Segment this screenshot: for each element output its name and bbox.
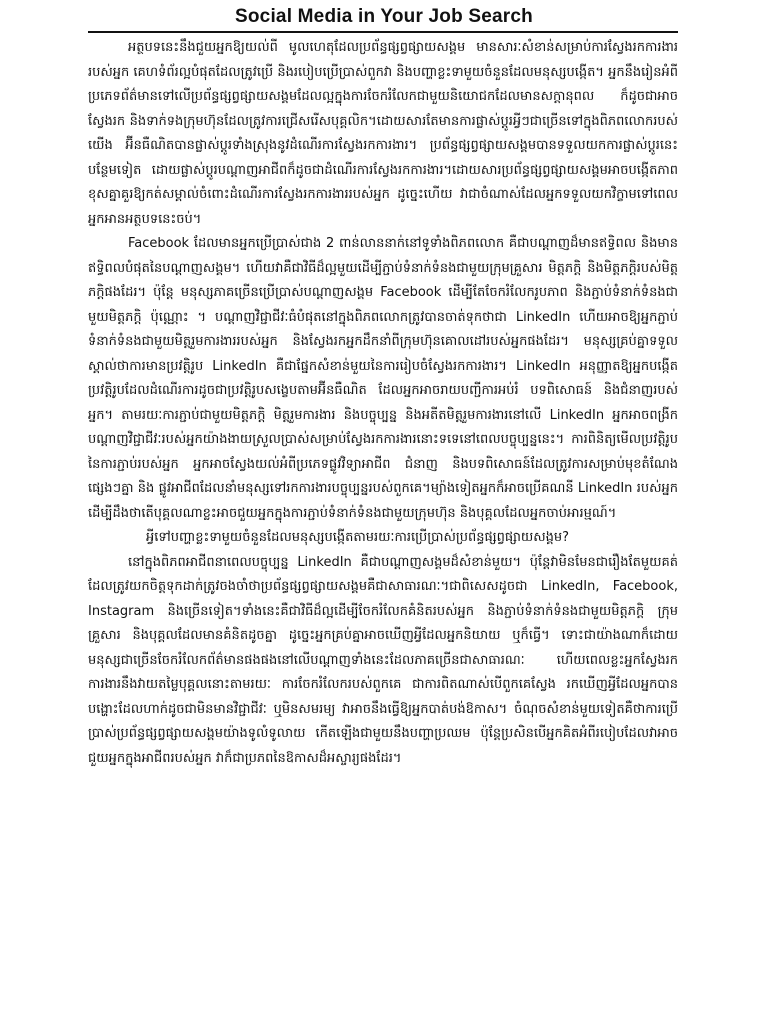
intro-paragraph: អត្ថបទនេះនឹងជួយអ្នកឱ្យយល់ពី មូលហេតុដែលប្រព័ន្ធផ្សព្វផ្សាយសង្គម មានសារៈសំខាន់សម្រាប់ការស្វែងរកការងាររបស់អ្នក គេហទំព័រល្អបំផុតដែលត្រូវប្រើ និងរបៀបប្រើប្រាស់ពួកវា និងបញ្ហាខ្លះទាមួយចំនួនដែលមនុស្សបង្កើត។ អ្នកនឹងរៀនអំពីប្រភេទព័ត៌មានទៅលើប្រព័ន្ធផ្សព្វផ្សាយសង្គមដែលល្អក្នុងការចែករំលែកជាមួយនិយោជកដែលមានសក្តានុពល ក៏ដូចជាអាចស្វែងរក និងទាក់ទងក្រុមហ៊ុនដែលត្រូវការជ្រើសរើសបុគ្គលិក។ដោយសារតែមានការផ្លាស់ប្តូរអ្វីៗជាច្រើនទៅក្នុងពិភពលោករបស់យើង អ៊ីនធឺណិតបានផ្លាស់ប្តូរទាំងស្រុងនូវដំណើរការស្វែងរកការងារ។ ប្រព័ន្ធផ្សព្វផ្សាយសង្គមបានទទួលយកការផ្លាស់ប្តូរនេះបន្ថែមទៀត ដោយផ្លាស់ប្តូរបណ្តាញអាជីពក៏ដូចជាដំណើរការស្វែងរកការងារ។ដោយសារប្រព័ន្ធផ្សព្វផ្សាយសង្គមអាចបង្កើតភាពខុសគ្នាគួរឱ្យកត់សម្គាល់ចំពោះដំណើរការស្វែងរកការងាររបស់អ្នក ដូច្នេះហើយ វាជាចំណាស់ដែលអ្នកទទួលយកវិក្ខាមទៅពេលអ្នកអានអត្ថបទនេះចប់។ (88, 40, 678, 227)
document-title: Social Media in Your Job Search (235, 6, 533, 27)
facebook-linkedin-paragraph: Facebook ដែលមានអ្នកប្រើប្រាស់ជាង 2 ពាន់លាននាក់នៅទូទាំងពិភពលោក គឺជាបណ្តាញដ៏មានឥទ្ធិពល និងមានឥទ្ធិពលបំផុតនៃបណ្តាញសង្គម។ ហើយវាគឺជាវិធីដ៏ល្អមួយដើម្បីភ្ជាប់ទំនាក់ទំនងជាមួយក្រុមគ្រួសារ មិត្តភក្តិ និងមិត្តភក្តិរបស់មិត្តភក្តិផងដែរ។ ប៉ុន្តែ មនុស្សភាគច្រើនប្រើប្រាស់បណ្តាញសង្គម Facebook ដើម្បីតែចែករំលែករូបភាព និងភ្ជាប់ទំនាក់ទំនងជាមួយមិត្តភក្តិ ប៉ុណ្ណោះ ។ បណ្តាញវិជ្ជាជីវៈធំបំផុតនៅក្នុងពិភពលោកត្រូវបានចាត់ទុកថាជា LinkedIn ហើយអាចឱ្យអ្នកភ្ជាប់ទំនាក់ទំនងជាមួយមិត្តរួមការងាររបស់អ្នក និងស្វែងរកអ្នកដឹកនាំពីក្រុមហ៊ុនគោលដៅរបស់អ្នកផងដែរ។ មនុស្សគ្រប់គ្នាទទួល ស្គាល់ថាការមានប្រវត្តិរូប LinkedIn គឺជាផ្នែកសំខាន់មួយនៃការរៀបចំស្វែងរកការងារ។ LinkedIn អនុញ្ញាតឱ្យអ្នកបង្កើតប្រវត្តិរូបដែលដំណើរការដូចជាប្រវត្តិរូបសង្ខេបតាមអ៊ីនធឺណិត ដែលអ្នកអាចរាយបញ្ជីការអប់រំ បទពិសោធន៍ និងជំនាញរបស់អ្នក។ តាមរយៈការភ្ជាប់ជាមួយមិត្តភក្តិ មិត្តរួមការងារ និងបច្ចុប្បន្ន និងអតីតមិត្តរួមការងារនៅលើ LinkedIn អ្នកអាចពង្រីកបណ្តាញវិជ្ជាជីវៈរបស់អ្នកយ៉ាងងាយស្រួលប្រាស់សម្រាប់ស្វែងរកការងារនោះទទេនៅពេលបច្ចុប្បន្ននេះ។ ការពិនិត្យមើលប្រវត្តិរូបនៃការភ្ជាប់របស់អ្នក អ្នកអាចស្វែងយល់អំពីប្រភេទផ្លូវវិទ្យាអាជីព ជំនាញ និងបទពិសោធន៍ដែលត្រូវការសម្រាប់មុខតំណែងផ្សេងៗគ្នា និង ផ្លូវអាជីពដែលនាំមនុស្សទៅរកការងារបច្ចុប្បន្នរបស់ពួកគេ។ម្យ៉ាងទៀតអ្នកក៏អាចប្រើគណនី LinkedIn របស់អ្នកដើម្បីដឹងថាតើបុគ្គលណាខ្លះអាចជួយអ្នកក្នុងការភ្ជាប់ទំនាក់ទំនងជាមួយក្រុមហ៊ុន និងបុគ្គលដែលអ្នកចាប់អារម្មណ៍។ (88, 236, 678, 521)
closing-paragraph: នៅក្នុងពិភពអាជីពនាពេលបច្ចុប្បន្ន LinkedIn គឺជាបណ្តាញសង្គមដ៏សំខាន់មួយ។ ប៉ុន្តែវាមិនមែនជារឿងតែមួយគត់ដែលត្រូវយកចិត្តទុកដាក់ត្រូវចងចាំថាប្រព័ន្ធផ្សព្វផ្សាយសង្គមគឺជាសាធារណៈ។ជាពិសេសដូចជា LinkedIn, Facebook, Instagram និងច្រើនទៀត។ទាំងនេះគឺជាវិធីដ៏ល្អដើម្បីចែករំលែកគំនិតរបស់អ្នក និងភ្ជាប់ទំនាក់ទំនងជាមួយមិត្តភក្តិ ក្រុមគ្រួសារ និងបុគ្គលដែលមានគំនិតដូចគ្នា ដូច្នេះអ្នកគ្រប់គ្នាអាចឃើញអ្វីដែលអ្នកនិយាយ ឬក៏ធ្វើ។ ទោះជាយ៉ាងណាក៏ដោយ មនុស្សជាច្រើនចែករំលែកព័ត៌មានផងផងនៅលើបណ្តាញទាំងនេះដែលភាគច្រើនជាសាធារណៈ ហើយពេលខ្លះអ្នកស្វែងរកការងារនឹងវាយតម្លៃបុគ្គលនោះតាមរយៈ ការចែករំលែករបស់ពួកគេ ជាការពិតណាស់បើពួកគេស្វែង រកឃើញអ្វីដែលអ្នកបានបង្ហោះដែលហាក់ដូចជាមិនមានវិជ្ជាជីវៈ ឬមិនសមរម្យ វាអាចនឹងធ្វើឱ្យអ្នកបាត់បង់ឱកាស។ ចំណុចសំខាន់មួយទៀតគឺថាការប្រើប្រាស់ប្រព័ន្ធផ្សព្វផ្សាយសង្គមយ៉ាងទូលំទូលាយ កើតឡើងជាមួយនឹងបញ្ហាប្រឈម ប៉ុន្តែប្រសិនបើអ្នកគិតអំពីរបៀបដែលវាអាចជួយអ្នកក្នុងអាជីពរបស់អ្នក វាក៏ជាប្រភពនៃឱកាសដ៏អស្ចារ្យផងដែរ។ (88, 554, 678, 766)
section-question: អ្វីទៅបញ្ហាខ្លះទាមួយចំនួនដែលមនុស្សបង្កើតតាមរយៈការប្រើប្រាស់ប្រព័ន្ធផ្សព្វផ្សាយសង្គម? (146, 530, 570, 545)
title-underline (88, 31, 678, 33)
document-body (88, 36, 678, 771)
